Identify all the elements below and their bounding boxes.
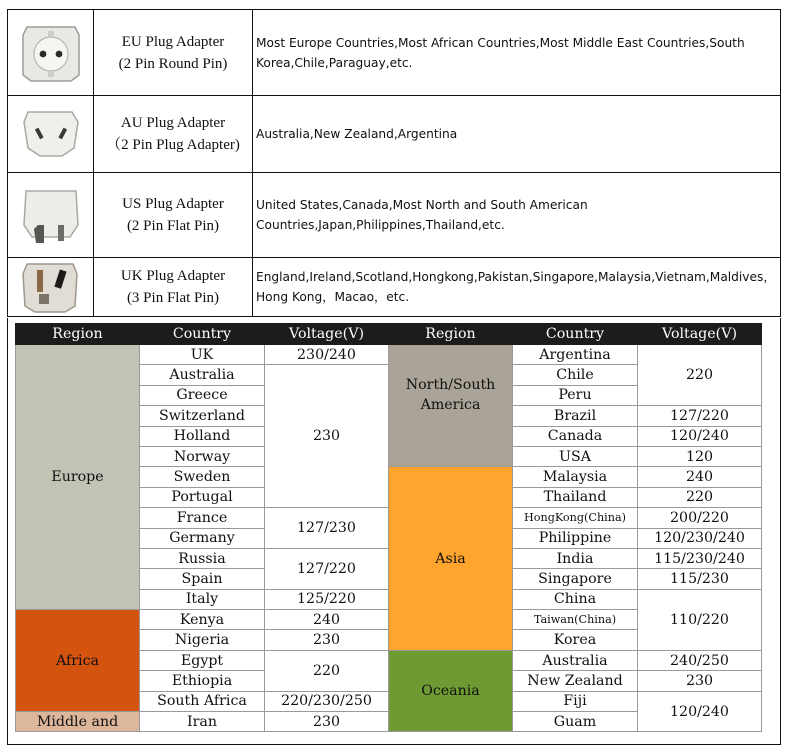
country-cell: Switzerland	[140, 406, 265, 426]
us-plug-adapter-icon	[20, 185, 82, 245]
country-cell: Kenya	[140, 610, 265, 630]
plug-adapter-table	[7, 9, 781, 317]
country-cell: Thailand	[513, 487, 638, 507]
country-cell: New Zealand	[513, 671, 638, 691]
region-cell-africa: Africa	[16, 610, 140, 712]
country-cell: Nigeria	[140, 630, 265, 650]
adapter-row-uk	[8, 258, 781, 317]
eu-plug-adapter-icon	[17, 21, 85, 85]
voltage-cell: 240	[638, 467, 762, 487]
header-region: Region	[16, 324, 140, 345]
voltage-panel	[7, 318, 781, 745]
country-cell: Australia	[513, 650, 638, 670]
country-cell: Singapore	[513, 569, 638, 589]
country-cell: Norway	[140, 446, 265, 466]
adapter-name: US Plug Adapter	[122, 196, 224, 212]
adapter-name: EU Plug Adapter	[121, 33, 225, 50]
au-plug-adapter-icon	[20, 106, 82, 162]
voltage-cell: 240/250	[638, 650, 762, 670]
country-cell: India	[513, 548, 638, 568]
country-cell: UK	[140, 345, 265, 365]
country-cell: Brazil	[513, 406, 638, 426]
voltage-cell: 120/230/240	[638, 528, 762, 548]
country-cell: Peru	[513, 385, 638, 405]
voltage-cell: 220	[265, 650, 389, 691]
adapter-row-eu	[8, 10, 781, 96]
country-cell: Guam	[513, 712, 638, 732]
country-cell: Greece	[140, 385, 265, 405]
voltage-cell: 220	[638, 345, 762, 406]
region-cell-middle-east: Middle and	[16, 712, 140, 732]
voltage-cell: 125/220	[265, 589, 389, 609]
adapter-countries: Australia,New Zealand,Argentina	[253, 96, 781, 173]
header-country: Country	[513, 324, 638, 345]
country-cell: France	[140, 508, 265, 528]
region-cell-oceania: Oceania	[389, 650, 513, 732]
country-cell: Iran	[140, 712, 265, 732]
country-cell: Argentina	[513, 345, 638, 365]
adapter-row-au	[8, 96, 781, 173]
country-cell: Spain	[140, 569, 265, 589]
voltage-cell: 115/230/240	[638, 548, 762, 568]
country-cell: Philippine	[513, 528, 638, 548]
country-cell: Ethiopia	[140, 671, 265, 691]
voltage-cell: 115/230	[638, 569, 762, 589]
voltage-cell: 200/220	[638, 508, 762, 528]
voltage-table	[15, 323, 762, 732]
voltage-cell: 120/240	[638, 426, 762, 446]
voltage-cell: 240	[265, 610, 389, 630]
voltage-cell: 230/240	[265, 345, 389, 365]
adapter-pin-type: (3 Pin Flat Pin)	[126, 290, 220, 306]
country-cell: South Africa	[140, 691, 265, 711]
voltage-cell: 110/220	[638, 589, 762, 650]
region-cell-europe: Europe	[16, 345, 140, 610]
voltage-cell: 120/240	[638, 691, 762, 732]
region-cell-asia: Asia	[389, 467, 513, 651]
country-cell: Malaysia	[513, 467, 638, 487]
uk-plug-adapter-icon	[19, 260, 83, 314]
country-cell: Taiwan(China)	[513, 610, 638, 630]
voltage-cell: 127/220	[638, 406, 762, 426]
country-cell: USA	[513, 446, 638, 466]
voltage-cell: 127/220	[265, 548, 389, 589]
country-cell: Egypt	[140, 650, 265, 670]
voltage-cell: 230	[265, 712, 389, 732]
country-cell: Sweden	[140, 467, 265, 487]
voltage-cell: 230	[265, 365, 389, 508]
country-cell: Chile	[513, 365, 638, 385]
country-cell: Fiji	[513, 691, 638, 711]
voltage-cell: 120	[638, 446, 762, 466]
adapter-countries: England,Ireland,Scotland,Hongkong,Pakistan,Singapore,Malaysia,Vietnam,Maldives，Hong Kong，Macao，etc.	[253, 258, 781, 317]
country-cell: Australia	[140, 365, 265, 385]
voltage-cell: 220/230/250	[265, 691, 389, 711]
country-cell: HongKong(China)	[513, 508, 638, 528]
adapter-pin-type: (2 Pin Round Pin)	[118, 55, 228, 72]
country-cell: China	[513, 589, 638, 609]
adapter-pin-type: (2 Pin Flat Pin)	[126, 218, 220, 234]
adapter-name: AU Plug Adapter	[120, 115, 226, 131]
table-row	[16, 345, 762, 365]
voltage-header-row	[16, 324, 762, 345]
country-cell: Holland	[140, 426, 265, 446]
country-cell: Canada	[513, 426, 638, 446]
country-cell: Germany	[140, 528, 265, 548]
adapter-countries: Most Europe Countries,Most African Countries,Most Middle East Countries,South Korea,Chile,Paraguay,etc.	[253, 10, 781, 96]
voltage-cell: 230	[638, 671, 762, 691]
voltage-cell: 127/230	[265, 508, 389, 549]
header-country: Country	[140, 324, 265, 345]
voltage-cell: 220	[638, 487, 762, 507]
adapter-name: UK Plug Adapter	[120, 268, 226, 284]
adapter-pin-type: （2 Pin Plug Adapter)	[106, 137, 240, 153]
adapter-row-us	[8, 173, 781, 258]
header-voltage: Voltage(V)	[638, 324, 762, 345]
header-voltage: Voltage(V)	[265, 324, 389, 345]
country-cell: Russia	[140, 548, 265, 568]
region-cell-north-south-america	[389, 345, 513, 467]
voltage-cell: 230	[265, 630, 389, 650]
country-cell: Italy	[140, 589, 265, 609]
header-region: Region	[389, 324, 513, 345]
country-cell: Korea	[513, 630, 638, 650]
country-cell: Portugal	[140, 487, 265, 507]
region-label: North/South America	[405, 377, 496, 413]
adapter-countries: United States,Canada,Most North and South American Countries,Japan,Philippines,Thailand,etc.	[253, 173, 781, 258]
